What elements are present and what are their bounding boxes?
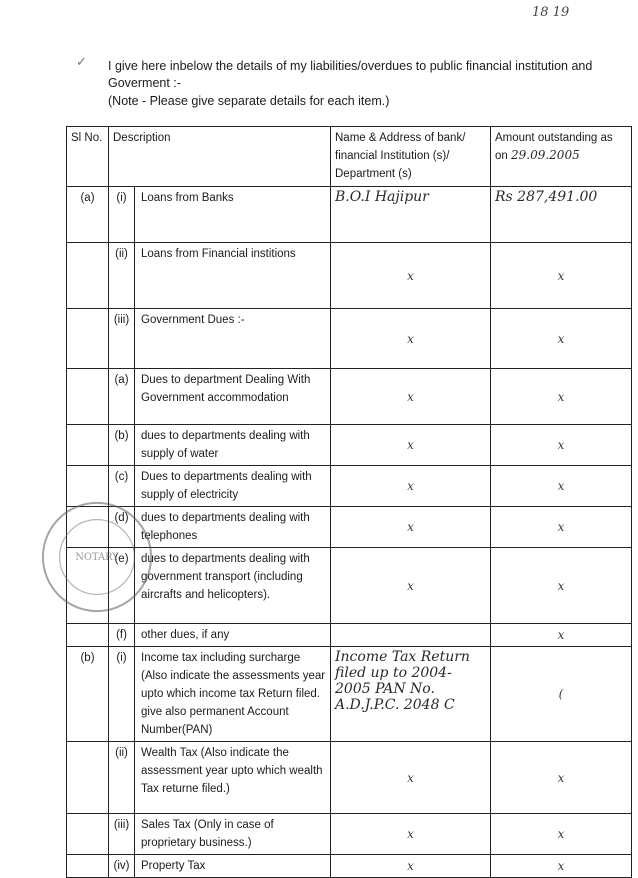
- row-description: Sales Tax (Only in case of proprietary business.): [135, 814, 331, 855]
- table-row: [67, 647, 632, 742]
- row-sl-no: [67, 814, 109, 855]
- header-amount: [491, 127, 632, 187]
- row-amount: x: [491, 624, 632, 647]
- table-row: [67, 466, 632, 507]
- row-institution: x: [331, 507, 491, 548]
- row-sub-index: (i): [109, 187, 135, 243]
- row-description: Wealth Tax (Also indicate the assessment year upto which wealth Tax returne filed.): [135, 742, 331, 814]
- row-institution: Income Tax Return filed up to 2004-2005 PAN No. A.D.J.P.C. 2048 C: [331, 647, 491, 742]
- row-amount: x: [491, 369, 632, 425]
- row-amount: x: [491, 855, 632, 878]
- row-sub-index: (d): [109, 507, 135, 548]
- row-sub-index: (iii): [109, 309, 135, 369]
- row-description: Loans from Financial institions: [135, 243, 331, 309]
- row-amount: x: [491, 243, 632, 309]
- page-number: 18 19: [532, 5, 570, 20]
- row-description: other dues, if any: [135, 624, 331, 647]
- row-sub-index: (c): [109, 466, 135, 507]
- row-sl-no: [67, 855, 109, 878]
- row-description: Property Tax: [135, 855, 331, 878]
- row-amount: x: [491, 309, 632, 369]
- row-description: Dues to departments dealing with supply of electricity: [135, 466, 331, 507]
- row-description: Loans from Banks: [135, 187, 331, 243]
- row-institution: x: [331, 742, 491, 814]
- row-institution: x: [331, 425, 491, 466]
- row-amount: x: [491, 507, 632, 548]
- row-institution: x: [331, 855, 491, 878]
- row-sl-no: [67, 309, 109, 369]
- row-sl-no: (a): [67, 187, 109, 243]
- row-sub-index: (e): [109, 548, 135, 624]
- liabilities-table: [66, 126, 632, 878]
- table-row: [67, 187, 632, 243]
- table-row: [67, 507, 632, 548]
- row-amount: x: [491, 548, 632, 624]
- row-sub-index: (f): [109, 624, 135, 647]
- table-row: [67, 425, 632, 466]
- row-sl-no: (b): [67, 647, 109, 742]
- table-row: [67, 309, 632, 369]
- row-sl-no: [67, 548, 109, 624]
- row-institution: x: [331, 243, 491, 309]
- row-amount: x: [491, 742, 632, 814]
- table-row: [67, 548, 632, 624]
- svg-text:NOTARY: NOTARY: [75, 551, 119, 563]
- table-row: [67, 243, 632, 309]
- row-sl-no: [67, 742, 109, 814]
- intro-note: (Note - Please give separate details for each item.): [108, 94, 390, 108]
- row-institution: x: [331, 814, 491, 855]
- row-institution: x: [331, 369, 491, 425]
- row-sub-index: (ii): [109, 243, 135, 309]
- row-institution: B.O.I Hajipur: [331, 187, 491, 243]
- row-sub-index: (b): [109, 425, 135, 466]
- row-amount: x: [491, 425, 632, 466]
- table-header-row: [67, 127, 632, 187]
- table-row: [67, 814, 632, 855]
- header-amount-label: Amount outstanding as on: [495, 132, 613, 162]
- row-sub-index: (a): [109, 369, 135, 425]
- table-row: [67, 855, 632, 878]
- header-sl-no: Sl No.: [67, 127, 109, 187]
- row-sub-index: (iii): [109, 814, 135, 855]
- row-description: Income tax including surcharge (Also indicate the assessments year upto which income tax Return filed. give also permanent Account Number(PAN): [135, 647, 331, 742]
- table-row: [67, 624, 632, 647]
- row-sl-no: [67, 425, 109, 466]
- row-description: Dues to department Dealing With Government accommodation: [135, 369, 331, 425]
- row-sub-index: (iv): [109, 855, 135, 878]
- row-institution: x: [331, 309, 491, 369]
- row-amount: (: [491, 647, 632, 742]
- row-amount: x: [491, 814, 632, 855]
- row-description: dues to departments dealing with telephones: [135, 507, 331, 548]
- row-description: dues to departments dealing with government transport (including aircrafts and helicopters).: [135, 548, 331, 624]
- row-sl-no: [67, 369, 109, 425]
- intro-paragraph: I give here inbelow the details of my liabilities/overdues to public financial institution and Goverment :-: [108, 59, 593, 90]
- row-sl-no: [67, 507, 109, 548]
- row-institution: x: [331, 548, 491, 624]
- row-sl-no: [67, 466, 109, 507]
- row-sub-index: (ii): [109, 742, 135, 814]
- header-amount-date: 29.09.2005: [511, 148, 580, 162]
- row-institution: x: [331, 466, 491, 507]
- row-institution: [331, 624, 491, 647]
- header-description: Description: [109, 127, 331, 187]
- table-row: [67, 742, 632, 814]
- row-description: dues to departments dealing with supply of water: [135, 425, 331, 466]
- row-sl-no: [67, 624, 109, 647]
- header-name-address: Name & Address of bank/ financial Institution (s)/ Department (s): [331, 127, 491, 187]
- row-sub-index: (i): [109, 647, 135, 742]
- table-row: [67, 369, 632, 425]
- tick-mark: ✓: [76, 54, 87, 69]
- row-sl-no: [67, 243, 109, 309]
- row-amount: x: [491, 466, 632, 507]
- row-amount: Rs 287,491.00: [491, 187, 632, 243]
- row-description: Government Dues :-: [135, 309, 331, 369]
